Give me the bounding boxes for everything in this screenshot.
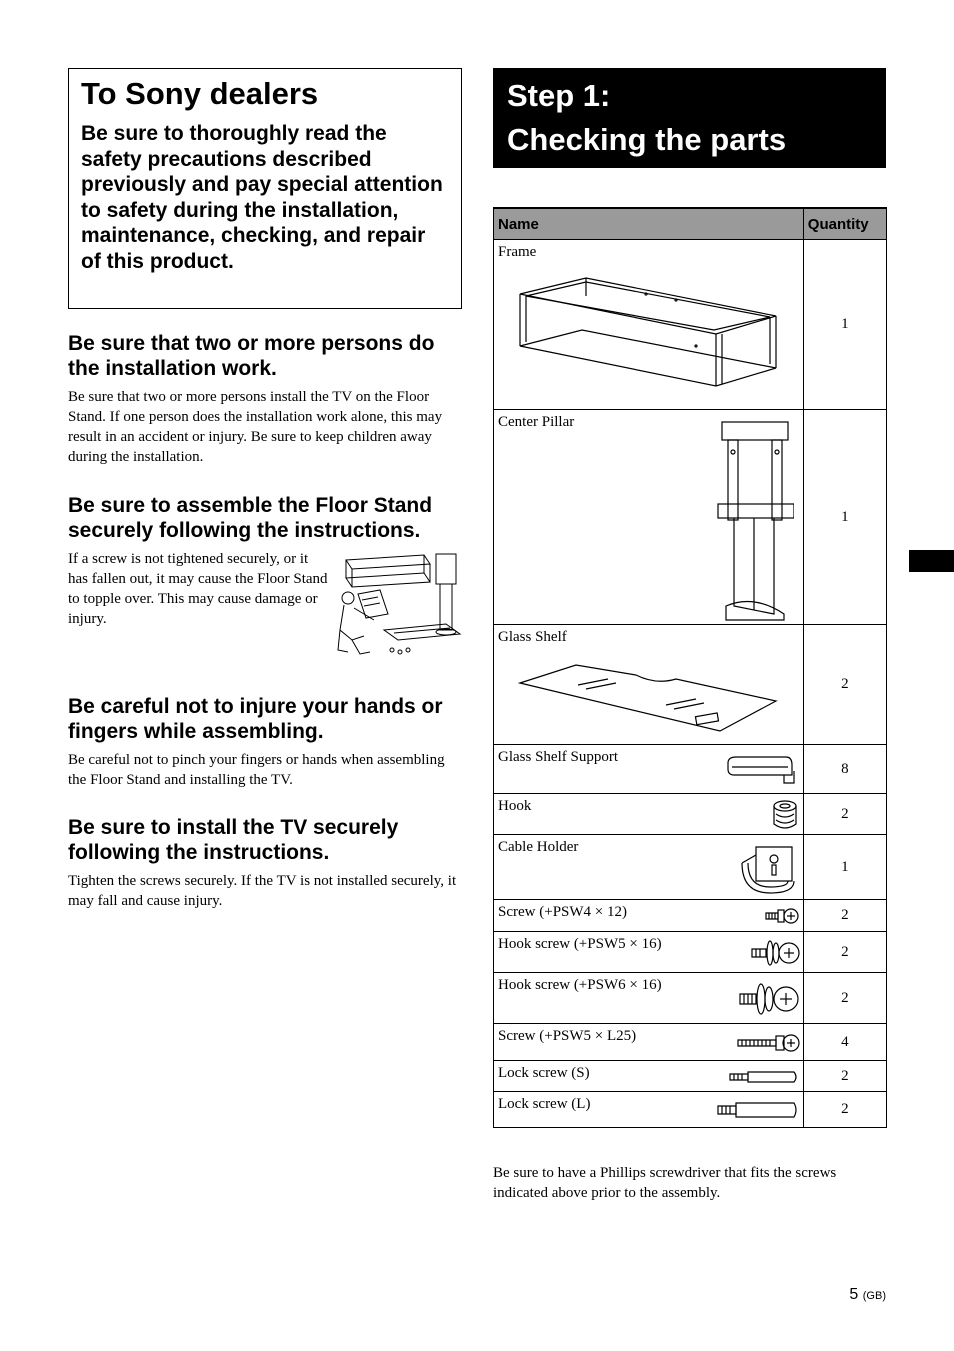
part-name-cell xyxy=(494,410,804,625)
part-name: Hook screw (+PSW6 × 16) xyxy=(498,977,662,993)
screwdriver-note: Be sure to have a Phillips screwdriver that fits the screws indicated above prior to the assembly. xyxy=(493,1165,837,1201)
part-name-cell xyxy=(494,835,804,900)
part-name: Screw (+PSW4 × 12) xyxy=(498,904,627,920)
hook-screw-icon xyxy=(750,938,800,968)
part-name-cell xyxy=(494,932,804,973)
part-name: Cable Holder xyxy=(498,839,579,855)
part-quantity: 8 xyxy=(803,745,886,794)
table-row xyxy=(494,1024,887,1061)
assembly-illustration xyxy=(334,550,462,660)
table-row xyxy=(494,835,887,900)
dealer-text: Be sure to thoroughly read the safety precautions described previously and pay special attention to safety during the installation, maintenance, checking, and repair of this product. xyxy=(81,122,443,273)
part-name-cell xyxy=(494,1024,804,1061)
part-quantity: 4 xyxy=(803,1024,886,1061)
part-name-cell xyxy=(494,794,804,835)
section-two-persons xyxy=(68,331,462,467)
section-heading: Be sure that two or more persons do the installation work. xyxy=(68,332,435,380)
table-row xyxy=(494,410,887,625)
part-quantity: 2 xyxy=(803,794,886,835)
part-name-cell xyxy=(494,973,804,1024)
page-number-value: 5 xyxy=(849,1286,859,1303)
table-row xyxy=(494,625,887,745)
part-name: Screw (+PSW5 × L25) xyxy=(498,1028,637,1044)
header-quantity: Quantity xyxy=(803,208,886,240)
page-number xyxy=(849,1286,886,1304)
part-quantity: 2 xyxy=(803,625,886,745)
part-quantity: 1 xyxy=(803,240,886,410)
part-name-cell xyxy=(494,240,804,410)
section-heading: Be sure to install the TV securely following the instructions. xyxy=(68,816,399,864)
section-body: Be sure that two or more persons install the TV on the Floor Stand. If one person does the installation work alone, this may result in an accident or injury. Be sure to keep children away during the installation. xyxy=(68,389,443,465)
section-body: Be careful not to pinch your fingers or hands when assembling the Floor Stand and installing the TV. xyxy=(68,752,445,788)
part-name: Center Pillar xyxy=(498,414,575,430)
part-name-cell xyxy=(494,1092,804,1128)
section-body: If a screw is not tightened securely, or it has fallen out, it may cause the Floor Stand to topple over. This may cause damage or injury. xyxy=(68,551,328,627)
section-hands-fingers xyxy=(68,694,462,790)
table-row xyxy=(494,973,887,1024)
part-quantity: 2 xyxy=(803,932,886,973)
hook-screw-icon xyxy=(738,981,800,1017)
dealer-title: To Sony dealers xyxy=(81,76,319,111)
step-header xyxy=(493,68,886,168)
part-name: Hook screw (+PSW5 × 16) xyxy=(498,936,662,952)
section-body: Tighten the screws securely. If the TV is not installed securely, it may fall and cause injury. xyxy=(68,873,457,909)
section-heading: Be sure to assemble the Floor Stand securely following the instructions. xyxy=(68,494,433,542)
glass-shelf-icon xyxy=(516,661,778,741)
step-title: Checking the parts xyxy=(507,122,787,157)
lock-screw-icon xyxy=(716,1100,800,1120)
cable-holder-icon xyxy=(738,841,798,897)
part-name: Glass Shelf xyxy=(498,629,567,645)
long-screw-icon xyxy=(736,1032,800,1054)
part-quantity: 2 xyxy=(803,900,886,932)
part-quantity: 2 xyxy=(803,1061,886,1092)
lock-screw-icon xyxy=(728,1069,800,1085)
part-name-cell xyxy=(494,625,804,745)
page-number-suffix: (GB) xyxy=(862,1290,886,1302)
table-row xyxy=(494,932,887,973)
part-name: Hook xyxy=(498,798,532,814)
part-quantity: 2 xyxy=(803,1092,886,1128)
table-row xyxy=(494,900,887,932)
header-name: Name xyxy=(494,208,804,240)
hook-icon xyxy=(770,798,800,832)
section-install-tv xyxy=(68,815,462,911)
screw-icon xyxy=(764,906,800,926)
part-name: Lock screw (L) xyxy=(498,1096,591,1112)
table-row xyxy=(494,1061,887,1092)
center-pillar-icon xyxy=(714,418,794,622)
part-name: Frame xyxy=(498,244,537,260)
table-row xyxy=(494,1092,887,1128)
table-header-row xyxy=(494,208,887,240)
section-heading: Be careful not to injure your hands or fingers while assembling. xyxy=(68,695,443,743)
part-name-cell xyxy=(494,745,804,794)
part-quantity: 1 xyxy=(803,835,886,900)
part-name: Glass Shelf Support xyxy=(498,749,618,765)
part-quantity: 1 xyxy=(803,410,886,625)
part-name: Lock screw (S) xyxy=(498,1065,590,1081)
part-name-cell xyxy=(494,1061,804,1092)
shelf-support-icon xyxy=(724,753,796,789)
part-quantity: 2 xyxy=(803,973,886,1024)
parts-table xyxy=(493,207,887,1128)
dealer-notice-box xyxy=(68,68,462,309)
table-row xyxy=(494,794,887,835)
table-row xyxy=(494,240,887,410)
frame-icon xyxy=(516,276,778,402)
table-row xyxy=(494,745,887,794)
step-number: Step 1: xyxy=(507,78,611,113)
part-name-cell xyxy=(494,900,804,932)
side-tab-marker xyxy=(909,550,954,572)
